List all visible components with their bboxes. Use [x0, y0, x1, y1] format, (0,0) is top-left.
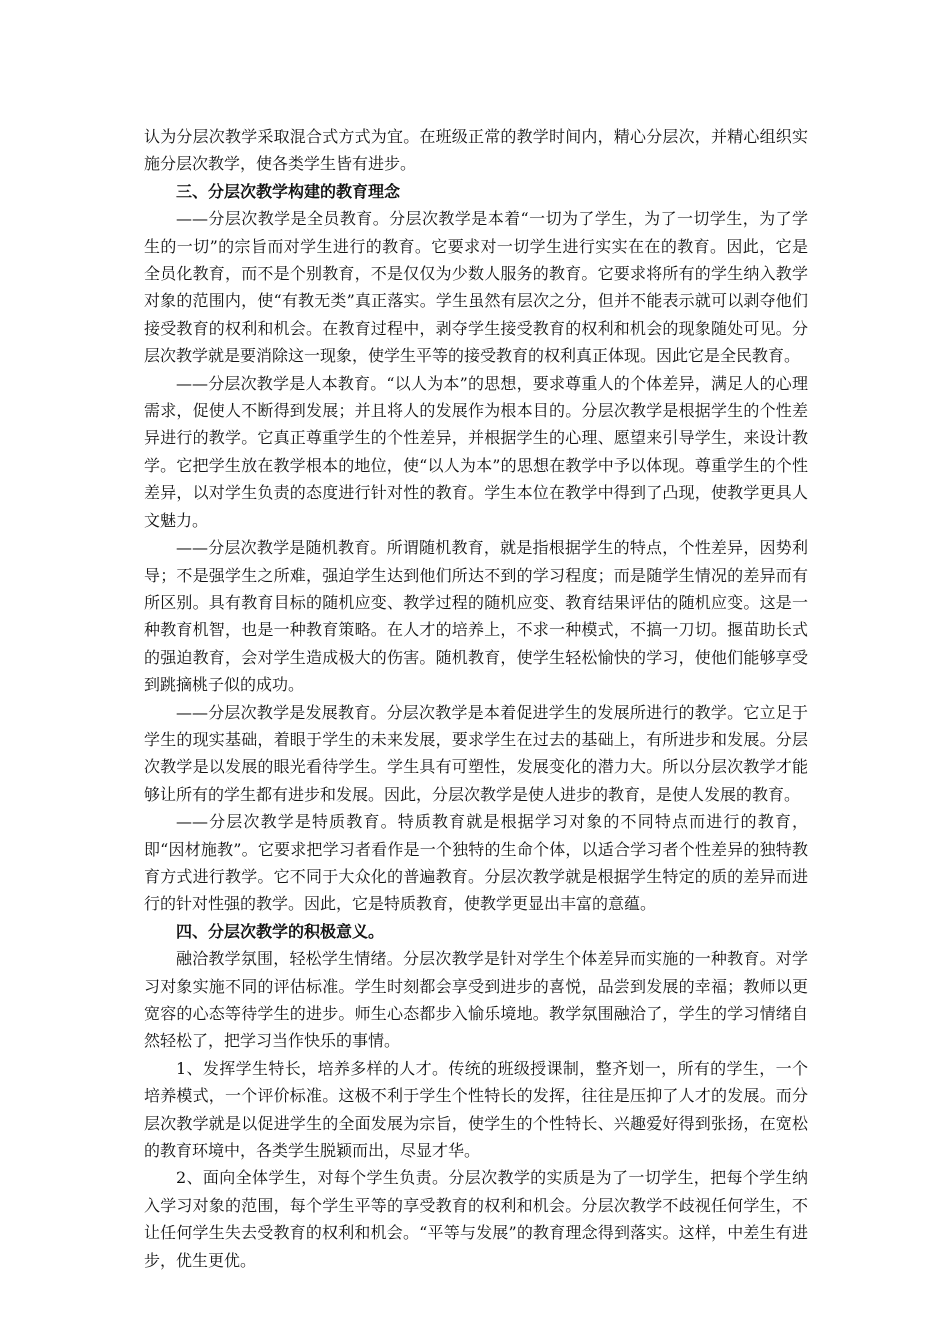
paragraph-continuation: 认为分层次教学采取混合式方式为宜。在班级正常的教学时间内，精心分层次，并精心组织实施分层次教学，使各类学生皆有进步。 — [144, 127, 808, 174]
paragraph-atmosphere: 融洽教学氛围，轻松学生情绪。分层次教学是针对学生个体差异而实施的一种教育。对学习对象实施不同的评估标准。学生时刻都会享受到进步的喜悦，品尝到发展的幸福；教师以更宽容的心态等待学生的进步。师生心态都步入愉乐境地。教学氛围融洽了，学生的学习情绪自然轻松了，把学习当作快乐的事情。 — [144, 949, 808, 1051]
paragraph-development-education: ——分层次教学是发展教育。分层次教学是本着促进学生的发展所进行的教学。它立足于学生的现实基础，着眼于学生的未来发展，要求学生在过去的基础上，有所进步和发展。分层次教学是以发展的眼光看待学生。学生具有可塑性，发展变化的潜力大。所以分层次教学才能够让所有的学生都有进步和发展。因此，分层次教学是使人进步的教育，是使人发展的教育。 — [144, 702, 808, 804]
paragraph-trait-education: ——分层次教学是特质教育。特质教育就是根据学习对象的不同特点而进行的教育，即“因材施教”。它要求把学习者看作是一个独特的生命个体，以适合学习者个性差异的独特教育方式进行教学。它不同于大众化的普遍教育。分层次教学就是根据学生特定的质的差异而进行的针对性强的教学。因此，它是特质教育，使教学更显出丰富的意蕴。 — [144, 812, 808, 914]
document-page — [144, 123, 808, 1274]
paragraph-point-1: 1、发挥学生特长，培养多样的人才。传统的班级授课制，整齐划一，所有的学生，一个培养模式，一个评价标准。这极不利于学生个性特长的发挥，往往是压抑了人才的发展。而分层次教学就是以促进学生的全面发展为宗旨，使学生的个性特长、兴趣爱好得到张扬，在宽松的教育环境中，各类学生脱颖而出，尽显才华。 — [144, 1058, 808, 1161]
section-heading-4: 四、分层次教学的积极意义。 — [176, 921, 385, 941]
paragraph-point-2: 2、面向全体学生，对每个学生负责。分层次教学的实质是为了一切学生，把每个学生纳入学习对象的范围，每个学生平等的享受教育的权利和机会。分层次教学不歧视任何学生，不让任何学生失去受教育的权利和机会。“平等与发展”的教育理念得到落实。这样，中差生有进步，优生更优。 — [144, 1168, 808, 1270]
section-heading-3: 三、分层次教学构建的教育理念 — [176, 181, 401, 201]
paragraph-full-education: ——分层次教学是全员教育。分层次教学是本着“一切为了学生，为了一切学生，为了学生的一切”的宗旨而对学生进行的教育。它要求对一切学生进行实实在在的教育。因此，它是全员化教育，而不是个别教育，不是仅仅为少数人服务的教育。它要求将所有的学生纳入教学对象的范围内，使“有教无类”真正落实。学生虽然有层次之分，但并不能表示就可以剥夺他们接受教育的权利和机会。在教育过程中，剥夺学生接受教育的权利和机会的现象随处可见。分层次教学就是要消除这一现象，使学生平等的接受教育的权利真正体现。因此它是全民教育。 — [144, 209, 808, 366]
paragraph-humanistic-education: ——分层次教学是人本教育。“以人为本”的思想，要求尊重人的个体差异，满足人的心理需求，促使人不断得到发展；并且将人的发展作为根本目的。分层次教学是根据学生的个性差异进行的教学。它真正尊重学生的个性差异，并根据学生的心理、愿望来引导学生，来设计教学。它把学生放在教学根本的地位，使“以人为本”的思想在教学中予以体现。尊重学生的个性差异，以对学生负责的态度进行针对性的教育。学生本位在教学中得到了凸现，使教学更具人文魅力。 — [144, 373, 808, 530]
paragraph-adaptive-education: ——分层次教学是随机教育。所谓随机教育，就是指根据学生的特点，个性差异，因势利导；不是强学生之所难，强迫学生达到他们所达不到的学习程度；而是随学生情况的差异而有所区别。具有教育目标的随机应变、教学过程的随机应变、教育结果评估的随机应变。这是一种教育机智，也是一种教育策略。在人才的培养上，不求一种模式，不搞一刀切。揠苗助长式的强迫教育，会对学生造成极大的伤害。随机教育，使学生轻松愉快的学习，使他们能够享受到跳摘桃子似的成功。 — [144, 538, 808, 695]
